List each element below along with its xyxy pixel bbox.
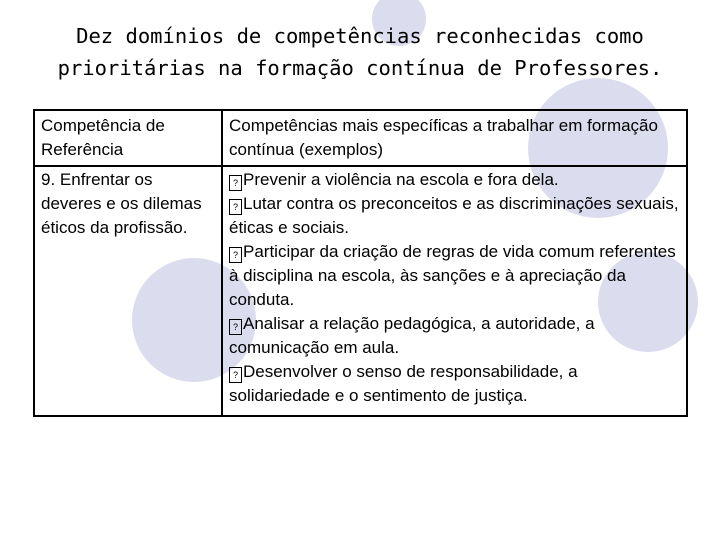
reference-competence-cell: 9. Enfrentar os deveres e os dilemas éticos da profissão. [34,166,222,416]
list-item [229,312,680,360]
list-item-text: Analisar a relação pedagógica, a autoridade, a comunicação em aula. [229,314,595,357]
slide-title: Dez domínios de competências reconhecidas como prioritárias na formação contínua de Professores. [57,24,663,80]
missing-glyph-icon: ? [229,319,242,335]
list-item-text: Participar da criação de regras de vida comum referentes à disciplina na escola, às sanções e à apreciação da conduta. [229,242,676,309]
specific-competences-cell [222,166,687,416]
list-item [229,192,680,240]
header-reference-competence: Competência de Referência [34,110,222,166]
header-specific-competences: Competências mais específicas a trabalhar em formação contínua (exemplos) [222,110,687,166]
missing-glyph-icon: ? [229,367,242,383]
missing-glyph-icon: ? [229,199,242,215]
missing-glyph-icon: ? [229,175,242,191]
list-item-text: Prevenir a violência na escola e fora dela. [243,170,559,189]
table-header-row [34,110,687,166]
table-row [34,166,687,416]
competencies-table [33,109,688,417]
list-item [229,360,680,408]
list-item-text: Desenvolver o senso de responsabilidade, a solidariedade e o sentimento de justiça. [229,362,578,405]
list-item [229,240,680,312]
list-item-text: Lutar contra os preconceitos e as discriminações sexuais, éticas e sociais. [229,194,679,237]
list-item [229,168,680,192]
missing-glyph-icon: ? [229,247,242,263]
